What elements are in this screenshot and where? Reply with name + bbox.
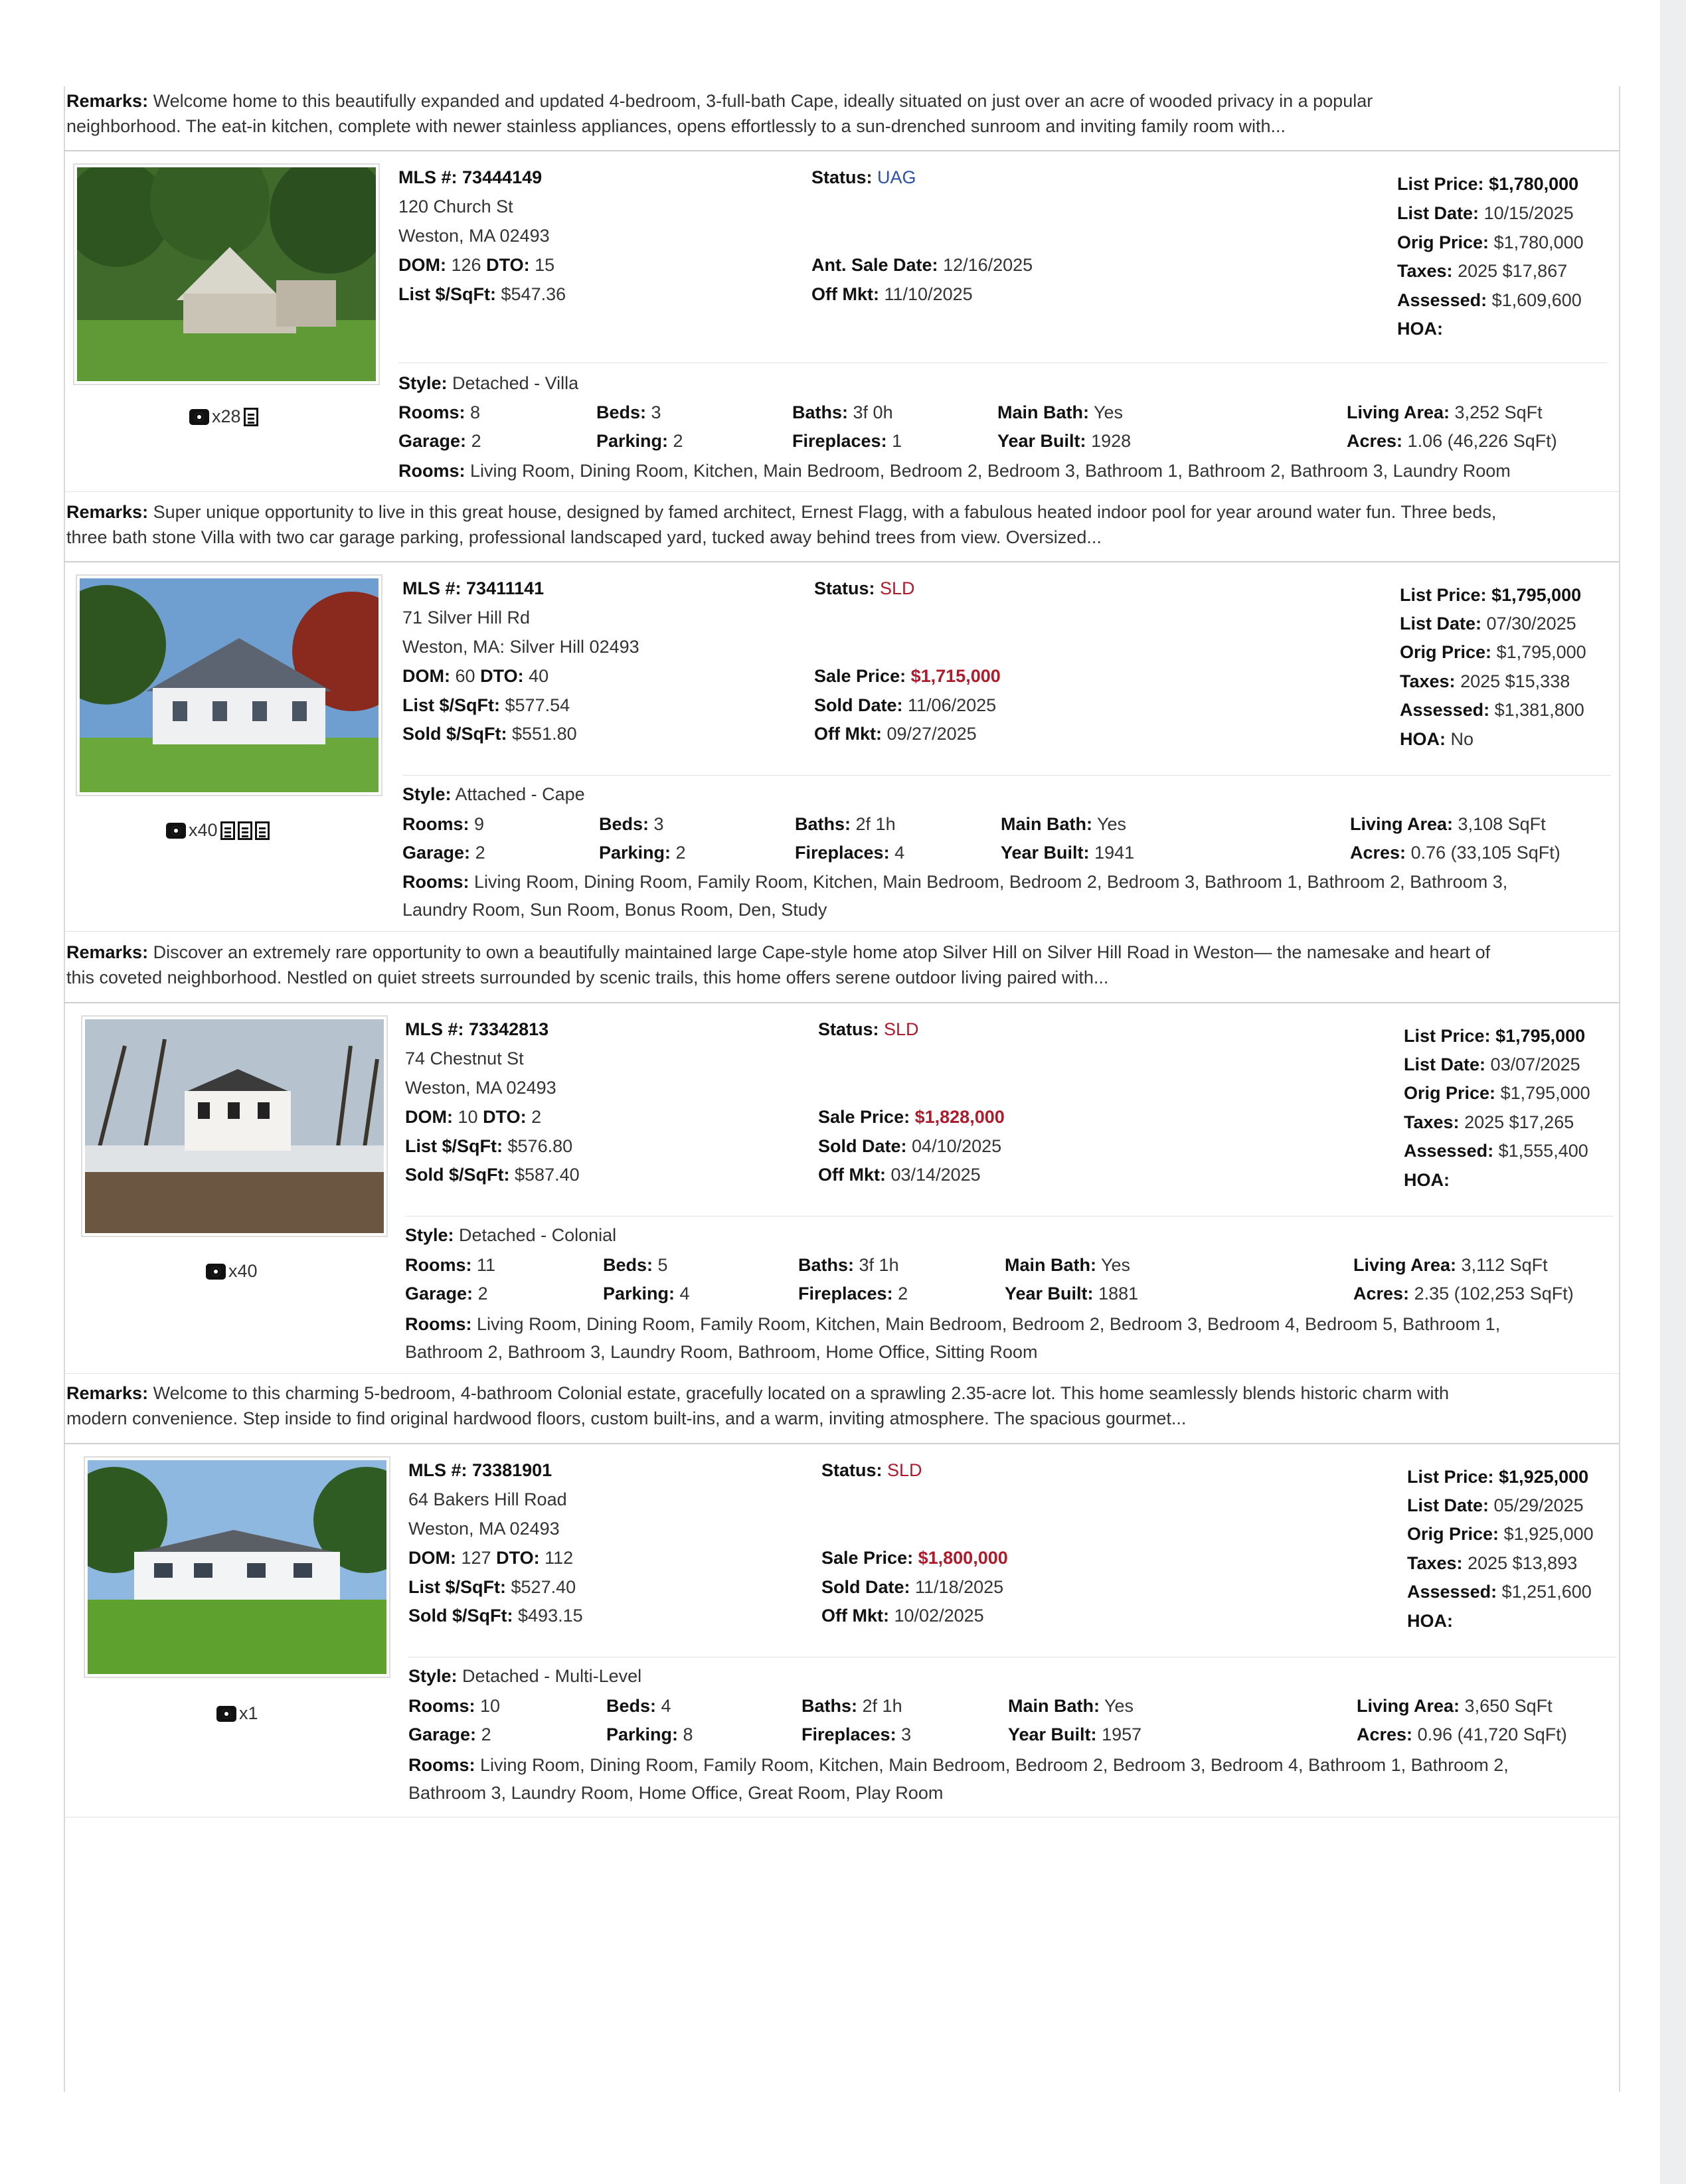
baths: Baths: 2f 1h — [801, 1696, 902, 1716]
hoa: HOA: — [1404, 1170, 1450, 1190]
taxes: Taxes: 2025 $13,893 — [1407, 1553, 1578, 1573]
assessed: Assessed: $1,251,600 — [1407, 1582, 1592, 1602]
sold-date: Sold Date: 11/06/2025 — [814, 695, 997, 715]
listing-photo[interactable] — [81, 1015, 388, 1237]
status: Status: UAG — [811, 167, 916, 187]
list-price: List Price: $1,795,000 — [1400, 585, 1582, 605]
camera-icon — [189, 409, 209, 425]
off-market-date: Off Mkt: 11/10/2025 — [811, 284, 973, 304]
status: Status: SLD — [818, 1019, 919, 1039]
status: Status: SLD — [814, 578, 915, 598]
year-built: Year Built: 1881 — [1005, 1284, 1139, 1303]
off-market-date: Off Mkt: 09/27/2025 — [814, 724, 977, 744]
photo-count[interactable]: x1 — [216, 1703, 258, 1724]
scan-edge — [1660, 0, 1686, 2184]
assessed: Assessed: $1,609,600 — [1397, 290, 1582, 310]
list-date: List Date: 07/30/2025 — [1400, 614, 1576, 633]
orig-price: Orig Price: $1,795,000 — [1400, 642, 1586, 662]
living-area: Living Area: 3,108 SqFt — [1350, 814, 1546, 834]
acres: Acres: 0.76 (33,105 SqFt) — [1350, 843, 1560, 863]
baths: Baths: 3f 1h — [798, 1255, 899, 1275]
beds: Beds: 3 — [599, 814, 664, 834]
beds: Beds: 5 — [603, 1255, 668, 1275]
sold-date: Sold Date: 04/10/2025 — [818, 1136, 1002, 1156]
parking: Parking: 2 — [599, 843, 686, 863]
ant-sale-date: Ant. Sale Date: 12/16/2025 — [811, 255, 1033, 275]
list-price: List Price: $1,795,000 — [1404, 1026, 1586, 1046]
photo-count[interactable]: x28 — [189, 406, 258, 427]
status-badge: SLD — [880, 578, 915, 598]
main-bath: Main Bath: Yes — [1001, 814, 1127, 834]
dom-dto: DOM: 126 DTO: 15 — [398, 255, 555, 275]
acres: Acres: 2.35 (102,253 SqFt) — [1353, 1284, 1574, 1303]
taxes: Taxes: 2025 $17,265 — [1404, 1112, 1574, 1132]
listing-photo[interactable] — [84, 1456, 390, 1678]
address-line-2: Weston, MA 02493 — [398, 226, 550, 246]
house-photo-icon — [80, 578, 379, 792]
off-market-date: Off Mkt: 03/14/2025 — [818, 1165, 981, 1185]
divider — [402, 775, 1611, 776]
hoa: HOA: — [1397, 319, 1443, 339]
year-built: Year Built: 1941 — [1001, 843, 1135, 863]
sold-price-sqft: Sold $/SqFt: $551.80 — [402, 724, 577, 744]
address-line-1: 71 Silver Hill Rd — [402, 608, 531, 628]
disclosure-icon[interactable] — [238, 821, 252, 840]
beds: Beds: 3 — [596, 402, 661, 422]
parking: Parking: 2 — [596, 431, 683, 451]
rooms-count: Rooms: 11 — [405, 1255, 496, 1275]
house-photo-icon — [85, 1019, 384, 1233]
mls-number[interactable]: 73381901 — [472, 1460, 552, 1480]
list-price-sqft: List $/SqFt: $527.40 — [408, 1577, 576, 1597]
acres: Acres: 0.96 (41,720 SqFt) — [1357, 1724, 1567, 1744]
garage: Garage: 2 — [402, 843, 485, 863]
divider — [405, 1216, 1614, 1217]
sale-price: Sale Price: $1,828,000 — [818, 1107, 1005, 1127]
list-price: List Price: $1,925,000 — [1407, 1467, 1589, 1487]
year-built: Year Built: 1957 — [1008, 1724, 1142, 1744]
garage: Garage: 2 — [408, 1724, 491, 1744]
fireplaces: Fireplaces: 4 — [795, 843, 905, 863]
printer-icon[interactable] — [255, 821, 270, 840]
sale-price: Sale Price: $1,800,000 — [821, 1548, 1008, 1568]
beds: Beds: 4 — [606, 1696, 671, 1716]
listing-photo[interactable] — [73, 163, 380, 385]
hoa: HOA: — [1407, 1611, 1453, 1631]
garage: Garage: 2 — [398, 431, 481, 451]
address-line-2: Weston, MA: Silver Hill 02493 — [402, 637, 639, 657]
listing-card: x28 MLS #: 73444149 120 Church St Weston, MA 02493 DOM: 126 DTO: 15 List $/SqFt: $547.36 Status: UAG Ant. Sale Date: 12/16/2025 Off Mkt: 11/10/2025 List Price: $1,780,000 List Date: 10/15/2025 Orig Price: $1,780,000 Taxes: 2025 $17,867 Assessed: $1,609,600 HOA: Style: Detached - Villa Rooms: 8 Beds: 3 Baths: 3f 0h Main Bath: Yes Living Area: 3,252 SqFt Garage: 2 Parking: 2 Fireplaces: 1 Year Built: 1928 Acres: 1.06 (46,226 SqFt) Rooms: Living Room, Dining Room, Kitchen, Main Bedroom, Bedroom 2, Bedroom 3, Bathroom 1, Bathroom 2, Bathroom 3, Laundry Room — [53, 151, 1634, 563]
sold-date: Sold Date: 11/18/2025 — [821, 1577, 1004, 1597]
garage: Garage: 2 — [405, 1284, 488, 1303]
list-price-sqft: List $/SqFt: $547.36 — [398, 284, 566, 304]
listing-remarks: Remarks: Welcome to this charming 5-bedroom, 4-bathroom Colonial estate, gracefully located on a sprawling 2.35-acre lot. This home seamlessly blends historic charm with modern convenience. Step inside to find original hardwood floors, custom built-ins, and a warm, inviting atmosphere. The spacious gourmet... — [66, 1383, 1450, 1428]
listing-photo[interactable] — [76, 574, 382, 796]
baths: Baths: 2f 1h — [795, 814, 896, 834]
address-line-1: 64 Bakers Hill Road — [408, 1489, 567, 1509]
floorplan-icon[interactable] — [220, 821, 235, 840]
taxes: Taxes: 2025 $15,338 — [1400, 671, 1570, 691]
fireplaces: Fireplaces: 1 — [792, 431, 902, 451]
main-bath: Main Bath: Yes — [1005, 1255, 1131, 1275]
list-price-sqft: List $/SqFt: $577.54 — [402, 695, 570, 715]
photo-count[interactable]: x40 — [206, 1261, 258, 1282]
year-built: Year Built: 1928 — [997, 431, 1132, 451]
dom-dto: DOM: 60 DTO: 40 — [402, 666, 549, 686]
fireplaces: Fireplaces: 2 — [798, 1284, 908, 1303]
listing-card: x40 MLS #: 73342813 74 Chestnut St Weston, MA 02493 DOM: 10 DTO: 2 List $/SqFt: $576.80 Sold $/SqFt: $587.40 Status: SLD Sale Price: $1,828,000 Sold Date: 04/10/2025 Off Mkt: 03/14/2025 List Price: $1,795,000 List Date: 03/07/2025 Orig Price: $1,795,000 Taxes: 2025 $17,265 Assessed: $1,555,400 HOA: Style: Detached - Colonial Rooms: 11 Beds: 5 Baths: 3f 1h Main Bath: Yes Living Area: 3,112 SqFt Garage: 2 Parking: 4 Fireplaces: 2 Year Built: 1881 Acres: 2.35 (102,253 SqFt) Rooms: Living Room, Dining Room, Family Room, Kitchen, Main Bedroom, Bedroom 2, Bedroom 3, Bedroom 4, Bedroom 5, Bathroom 1, Bathroom 2, Bathroom 3, Laundry Room, Bathroom, Home Office, Sitting Room — [53, 1003, 1634, 1442]
camera-icon — [216, 1706, 236, 1722]
style: Style: Detached - Colonial — [405, 1225, 617, 1245]
photo-count[interactable]: x40 — [166, 820, 270, 841]
assessed: Assessed: $1,555,400 — [1404, 1141, 1588, 1161]
fireplaces: Fireplaces: 3 — [801, 1724, 912, 1744]
listing-card: x1 MLS #: 73381901 64 Bakers Hill Road Weston, MA 02493 DOM: 127 DTO: 112 List $/SqFt: $527.40 Sold $/SqFt: $493.15 Status: SLD Sale Price: $1,800,000 Sold Date: 11/18/2025 Off Mkt: 10/02/2025 List Price: $1,925,000 List Date: 05/29/2025 Orig Price: $1,925,000 Taxes: 2025 $13,893 Assessed: $1,251,600 HOA: Style: Detached - Multi-Level Rooms: 10 Beds: 4 Baths: 2f 1h Main Bath: Yes Living Area: 3,650 SqFt Garage: 2 Parking: 8 Fireplaces: 3 Year Built: 1957 Acres: 0.96 (41,720 SqFt) Rooms: Living Room, Dining Room, Family Room, Kitchen, Main Bedroom, Bedroom 2, Bedroom 3, Bedroom 4, Bathroom 1, Bathroom 2, Bathroom 3, Laundry Room, Home Office, Great Room, Play Room — [53, 1444, 1634, 1829]
dom-dto: DOM: 10 DTO: 2 — [405, 1107, 542, 1127]
parking: Parking: 8 — [606, 1724, 693, 1744]
acres: Acres: 1.06 (46,226 SqFt) — [1347, 431, 1557, 451]
style: Style: Attached - Cape — [402, 784, 585, 804]
address-line-1: 120 Church St — [398, 197, 513, 216]
sale-price: Sale Price: $1,715,000 — [814, 666, 1001, 686]
living-area: Living Area: 3,650 SqFt — [1357, 1696, 1553, 1716]
divider — [64, 491, 1619, 492]
document-icon[interactable] — [244, 408, 258, 426]
taxes: Taxes: 2025 $17,867 — [1397, 261, 1568, 281]
rooms-count: Rooms: 9 — [402, 814, 485, 834]
rooms-list: Rooms: Living Room, Dining Room, Family Room, Kitchen, Main Bedroom, Bedroom 2, Bedroom 3, Bathroom 1, Bathroom 2, Bathroom 3, Laundry Room, Sun Room, Bonus Room, Den, Study — [402, 872, 1508, 920]
status-badge: UAG — [877, 167, 916, 187]
main-bath: Main Bath: Yes — [997, 402, 1124, 422]
hoa: HOA: No — [1400, 729, 1474, 749]
list-date: List Date: 03/07/2025 — [1404, 1054, 1580, 1074]
mls-number[interactable]: 73444149 — [462, 167, 543, 187]
address-line-2: Weston, MA 02493 — [408, 1519, 560, 1539]
rooms-count: Rooms: 10 — [408, 1696, 501, 1716]
list-price-sqft: List $/SqFt: $576.80 — [405, 1136, 573, 1156]
mls-number[interactable]: 73342813 — [469, 1019, 549, 1039]
parking: Parking: 4 — [603, 1284, 690, 1303]
listing-card: x40 MLS #: 73411141 71 Silver Hill Rd Weston, MA: Silver Hill 02493 DOM: 60 DTO: 40 List $/SqFt: $577.54 Sold $/SqFt: $551.80 Status: SLD Sale Price: $1,715,000 Sold Date: 11/06/2025 Off Mkt: 09/27/2025 List Price: $1,795,000 List Date: 07/30/2025 Orig Price: $1,795,000 Taxes: 2025 $15,338 Assessed: $1,381,800 HOA: No Style: Attached - Cape Rooms: 9 Beds: 3 Baths: 2f 1h Main Bath: Yes Living Area: 3,108 SqFt Garage: 2 Parking: 2 Fireplaces: 4 Year Built: 1941 Acres: 0.76 (33,105 SqFt) Rooms: Living Room, Dining Room, Family Room, Kitchen, Main Bedroom, Bedroom 2, Bedroom 3, Bathroom 1, Bathroom 2, Bathroom 3, Laundry Room, Sun Room, Bonus Room, Den, Study — [53, 562, 1634, 1001]
list-date: List Date: 05/29/2025 — [1407, 1495, 1584, 1515]
camera-icon — [166, 823, 186, 839]
list-price: List Price: $1,780,000 — [1397, 174, 1579, 194]
living-area: Living Area: 3,252 SqFt — [1347, 402, 1543, 422]
divider — [64, 1373, 1619, 1374]
baths: Baths: 3f 0h — [792, 402, 893, 422]
mls-number[interactable]: 73411141 — [466, 578, 545, 598]
status-badge: SLD — [884, 1019, 919, 1039]
rooms-list: Rooms: Living Room, Dining Room, Family Room, Kitchen, Main Bedroom, Bedroom 2, Bedroom 3, Bedroom 4, Bathroom 1, Bathroom 2, Bathroom 3, Laundry Room, Home Office, Great Room, Play Room — [408, 1755, 1509, 1803]
living-area: Living Area: 3,112 SqFt — [1353, 1255, 1548, 1275]
orig-price: Orig Price: $1,780,000 — [1397, 232, 1584, 252]
assessed: Assessed: $1,381,800 — [1400, 700, 1584, 720]
status: Status: SLD — [821, 1460, 922, 1480]
camera-icon — [206, 1264, 226, 1280]
dom-dto: DOM: 127 DTO: 112 — [408, 1548, 574, 1568]
rooms-list: Rooms: Living Room, Dining Room, Family Room, Kitchen, Main Bedroom, Bedroom 2, Bedroom 3, Bedroom 4, Bedroom 5, Bathroom 1, Bathroom 2, Bathroom 3, Laundry Room, Bathroom, Home Office, Sitting Room — [405, 1314, 1501, 1362]
rooms-list: Rooms: Living Room, Dining Room, Kitchen, Main Bedroom, Bedroom 2, Bedroom 3, Bathroom 1, Bathroom 2, Bathroom 3, Laundry Room — [398, 461, 1511, 481]
address-line-2: Weston, MA 02493 — [405, 1078, 556, 1098]
divider — [64, 931, 1619, 932]
house-photo-icon — [88, 1460, 386, 1674]
sold-price-sqft: Sold $/SqFt: $587.40 — [405, 1165, 580, 1185]
style: Style: Detached - Villa — [398, 373, 579, 393]
status-badge: SLD — [887, 1460, 922, 1480]
style: Style: Detached - Multi-Level — [408, 1666, 642, 1686]
orig-price: Orig Price: $1,795,000 — [1404, 1083, 1590, 1103]
top-remarks: Remarks: Welcome home to this beautifully expanded and updated 4-bedroom, 3-full-bath Cape, ideally situated on just over an acre of wooded privacy in a popular neighborhood. The eat-in kitchen, complete with newer stainless appliances, opens effortlessly to a sun-drenched sunroom and inviting family room with... — [66, 91, 1373, 136]
list-date: List Date: 10/15/2025 — [1397, 203, 1574, 223]
main-bath: Main Bath: Yes — [1008, 1696, 1134, 1716]
house-photo-icon — [77, 167, 376, 381]
rooms-count: Rooms: 8 — [398, 402, 481, 422]
off-market-date: Off Mkt: 10/02/2025 — [821, 1606, 984, 1626]
listing-remarks: Remarks: Discover an extremely rare opportunity to own a beautifully maintained large Cape-style home atop Silver Hill on Silver Hill Road in Weston— the namesake and heart of this coveted neighborhood. Nestled on quiet streets surrounded by scenic trails, this home offers serene outdoor living paired with... — [66, 942, 1491, 987]
sold-price-sqft: Sold $/SqFt: $493.15 — [408, 1606, 583, 1626]
orig-price: Orig Price: $1,925,000 — [1407, 1524, 1594, 1544]
address-line-1: 74 Chestnut St — [405, 1049, 524, 1068]
listing-remarks: Remarks: Super unique opportunity to live in this great house, designed by famed architect, Ernest Flagg, with a fabulous heated indoor pool for year around water fun. Three beds, three bath stone Villa with two car garage parking, professional landscaped yard, tucked away behind trees from view. Oversized... — [66, 502, 1497, 547]
